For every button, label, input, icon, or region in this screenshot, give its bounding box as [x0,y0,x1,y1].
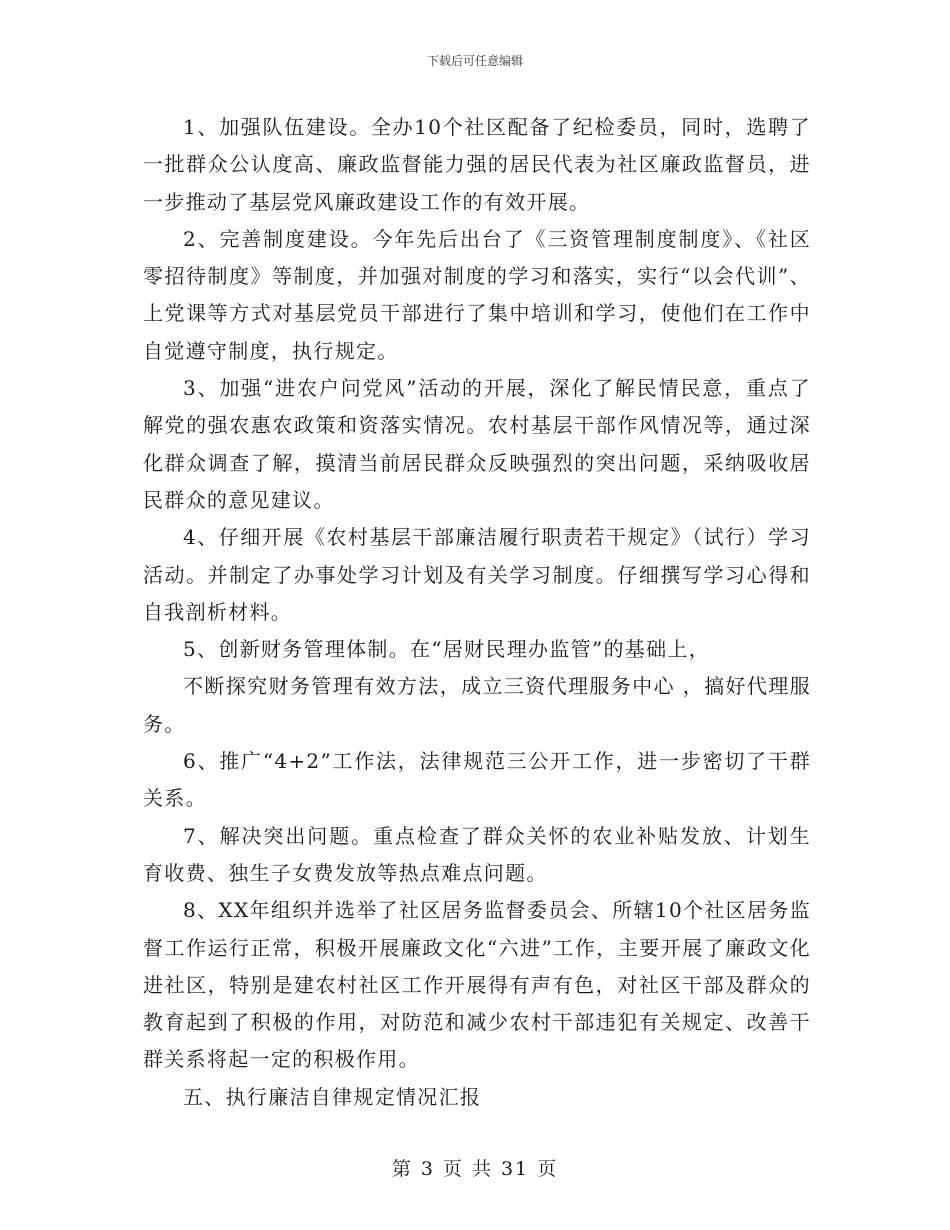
paragraph-5-continued: 不断探究财务管理有效方法，成立三资代理服务中心 ，搞好代理服务。 [143,674,811,736]
page-number-current: 3 [420,1158,435,1180]
page-number [0,1154,950,1181]
page-number-middle: 页 共 [442,1158,493,1180]
paragraph-2: 2、完善制度建设。今年先后出台了《三资管理制度制度》、《社区零招待制度》等制度，并加强对制度的学习和落实，实行“以会代训”、上党课等方式对基层党员干部进行了集中培训和学习，使他们在工作中自觉遵守制度，执行规定。 [143,226,811,363]
paragraph-3: 3、加强“进农户问党风”活动的开展，深化了解民情民意，重点了解党的强农惠农政策和资落实情况。农村基层干部作风情况等，通过深化群众调查了解，摸清当前居民群众反映强烈的突出问题，采纳吸收居民群众的意见建议。 [143,376,811,512]
paragraph-8: 8、XX年组织并选举了社区居务监督委员会、所辖10个社区居务监督工作运行正常，积极开展廉政文化“六进”工作，主要开展了廉政文化进社区，特别是建农村社区工作开展得有声有色，对社区干部及群众的教育起到了积极的作用，对防范和减少农村干部违犯有关规定、改善干群关系将起一定的积极作用。 [143,898,811,1072]
section-heading-5: 五、执行廉洁自律规定情况汇报 [183,1084,482,1109]
paragraph-1: 1、加强队伍建设。全办10个社区配备了纪检委员，同时，选聘了一批群众公认度高、廉政监督能力强的居民代表为社区廉政监督员，进一步推动了基层党风廉政建设工作的有效开展。 [143,115,811,214]
paragraph-7: 7、解决突出问题。重点检查了群众关怀的农业补贴发放、计划生育收费、独生子女费发放等热点难点问题。 [143,823,811,885]
page-number-prefix: 第 [391,1158,413,1180]
page-number-suffix: 页 [537,1158,559,1180]
page-header-note: 下载后可任意编辑 [426,54,523,68]
paragraph-6: 6、推广“4+2”工作法，法律规范三公开工作，进一步密切了干群关系。 [143,749,811,811]
page-number-total: 31 [500,1158,530,1180]
paragraph-4: 4、仔细开展《农村基层干部廉洁履行职责若干规定》（试行）学习活动。并制定了办事处学习计划及有关学习制度。仔细撰写学习心得和自我剖析材料。 [143,525,811,624]
paragraph-5: 5、创新财务管理体制。在“居财民理办监管”的基础上， [183,637,710,662]
document-body [143,109,811,1116]
